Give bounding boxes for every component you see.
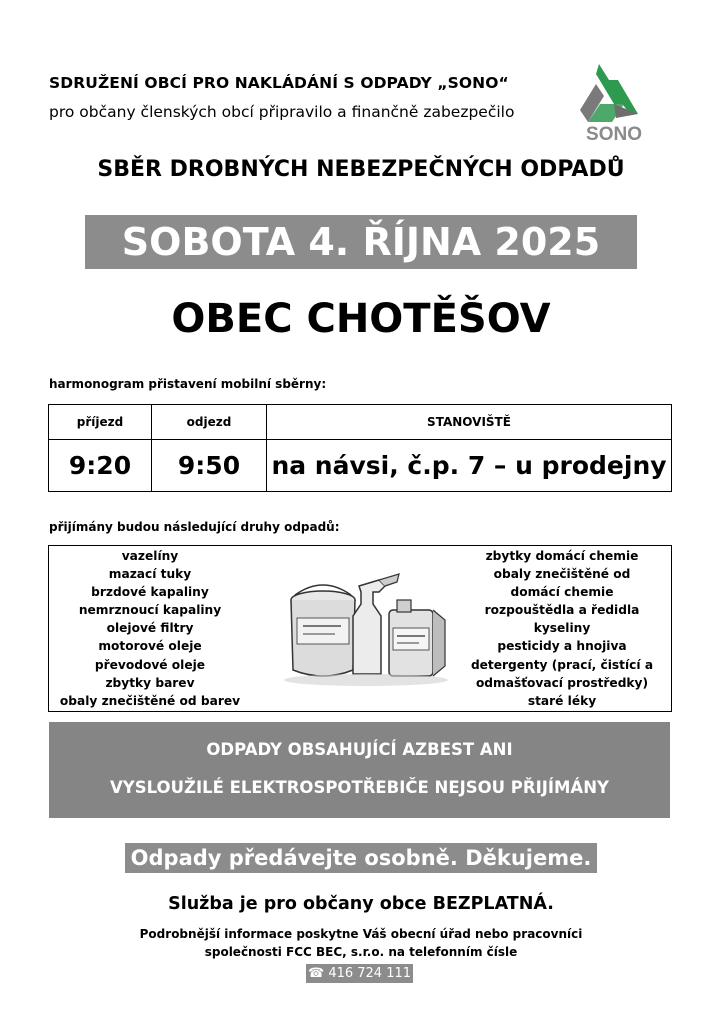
list-item: pesticidy a hnojiva	[497, 639, 627, 654]
schedule-label: harmonogram přistavení mobilní sběrny:	[49, 377, 327, 391]
handover-note: Odpady předávejte osobně. Děkujeme.	[125, 843, 597, 873]
departure-header: odjezd	[152, 405, 267, 440]
list-item: nemrznoucí kapaliny	[78, 603, 222, 618]
location: na návsi, č.p. 7 – u prodejny	[267, 440, 672, 492]
list-item: zbytky domácí chemie	[485, 549, 639, 563]
waste-types-label: přijímány budou následující druhy odpadů:	[49, 520, 340, 534]
waste-list-left	[49, 547, 251, 710]
phone-number: 416 724 111	[328, 966, 412, 981]
location-header: STANOVIŠTĚ	[267, 405, 672, 440]
contact-info-line-2: společnosti FCC BEC, s.r.o. na telefonním čísle	[204, 945, 518, 959]
waste-types-box	[48, 545, 672, 712]
chemicals-illustration	[281, 570, 451, 690]
logo-text: SONO	[586, 124, 642, 144]
list-item: detergenty (prací, čistící a	[470, 657, 654, 672]
schedule-row	[49, 440, 672, 492]
list-item: kyseliny	[533, 621, 591, 636]
arrival-header: příjezd	[49, 405, 152, 440]
list-item: obaly znečištěné od barev	[59, 693, 241, 708]
list-item: vazelíny	[121, 549, 179, 563]
recycling-logo-icon	[574, 60, 654, 144]
contact-info	[0, 925, 722, 961]
contact-info-line-1: Podrobnější informace poskytne Váš obecní úřad nebo pracovníci	[139, 927, 583, 941]
phone-icon: ☎	[307, 966, 325, 981]
list-item: odmašťovací prostředky)	[475, 675, 649, 690]
organization-subtitle: pro občany členských obcí připravilo a finančně zabezpečilo	[49, 103, 515, 121]
schedule-table	[48, 404, 672, 492]
list-item: mazací tuky	[108, 567, 192, 582]
list-item: staré léky	[527, 693, 597, 708]
warning-box	[49, 722, 670, 818]
warning-line-1: ODPADY OBSAHUJÍCÍ AZBEST ANI	[206, 740, 513, 759]
list-item: domácí chemie	[510, 585, 614, 600]
list-item: motorové oleje	[98, 639, 202, 654]
list-item: obaly znečištěné od	[493, 567, 631, 582]
collection-date: SOBOTA 4. ŘÍJNA 2025	[85, 215, 637, 269]
village-name: OBEC CHOTĚŠOV	[171, 296, 551, 342]
headline: SBĚR DROBNÝCH NEBEZPEČNÝCH ODPADŮ	[97, 157, 625, 182]
sono-logo	[574, 60, 654, 144]
list-item: olejové filtry	[106, 621, 194, 636]
list-item: brzdové kapaliny	[91, 585, 209, 600]
schedule-header-row	[49, 405, 672, 440]
organization-name: SDRUŽENÍ OBCÍ PRO NAKLÁDÁNÍ S ODPADY „SONO“	[49, 74, 509, 92]
warning-line-2: VYSLOUŽILÉ ELEKTROSPOTŘEBIČE NEJSOU PŘIJÍMÁNY	[110, 778, 609, 797]
free-service-note: Služba je pro občany obce BEZPLATNÁ.	[168, 894, 554, 914]
waste-list-right	[453, 547, 671, 710]
phone-number-box	[306, 964, 413, 983]
departure-time: 9:50	[152, 440, 267, 492]
list-item: rozpouštědla a ředidla	[484, 603, 640, 618]
arrival-time: 9:20	[49, 440, 152, 492]
list-item: převodové oleje	[94, 657, 206, 672]
list-item: zbytky barev	[105, 675, 195, 690]
